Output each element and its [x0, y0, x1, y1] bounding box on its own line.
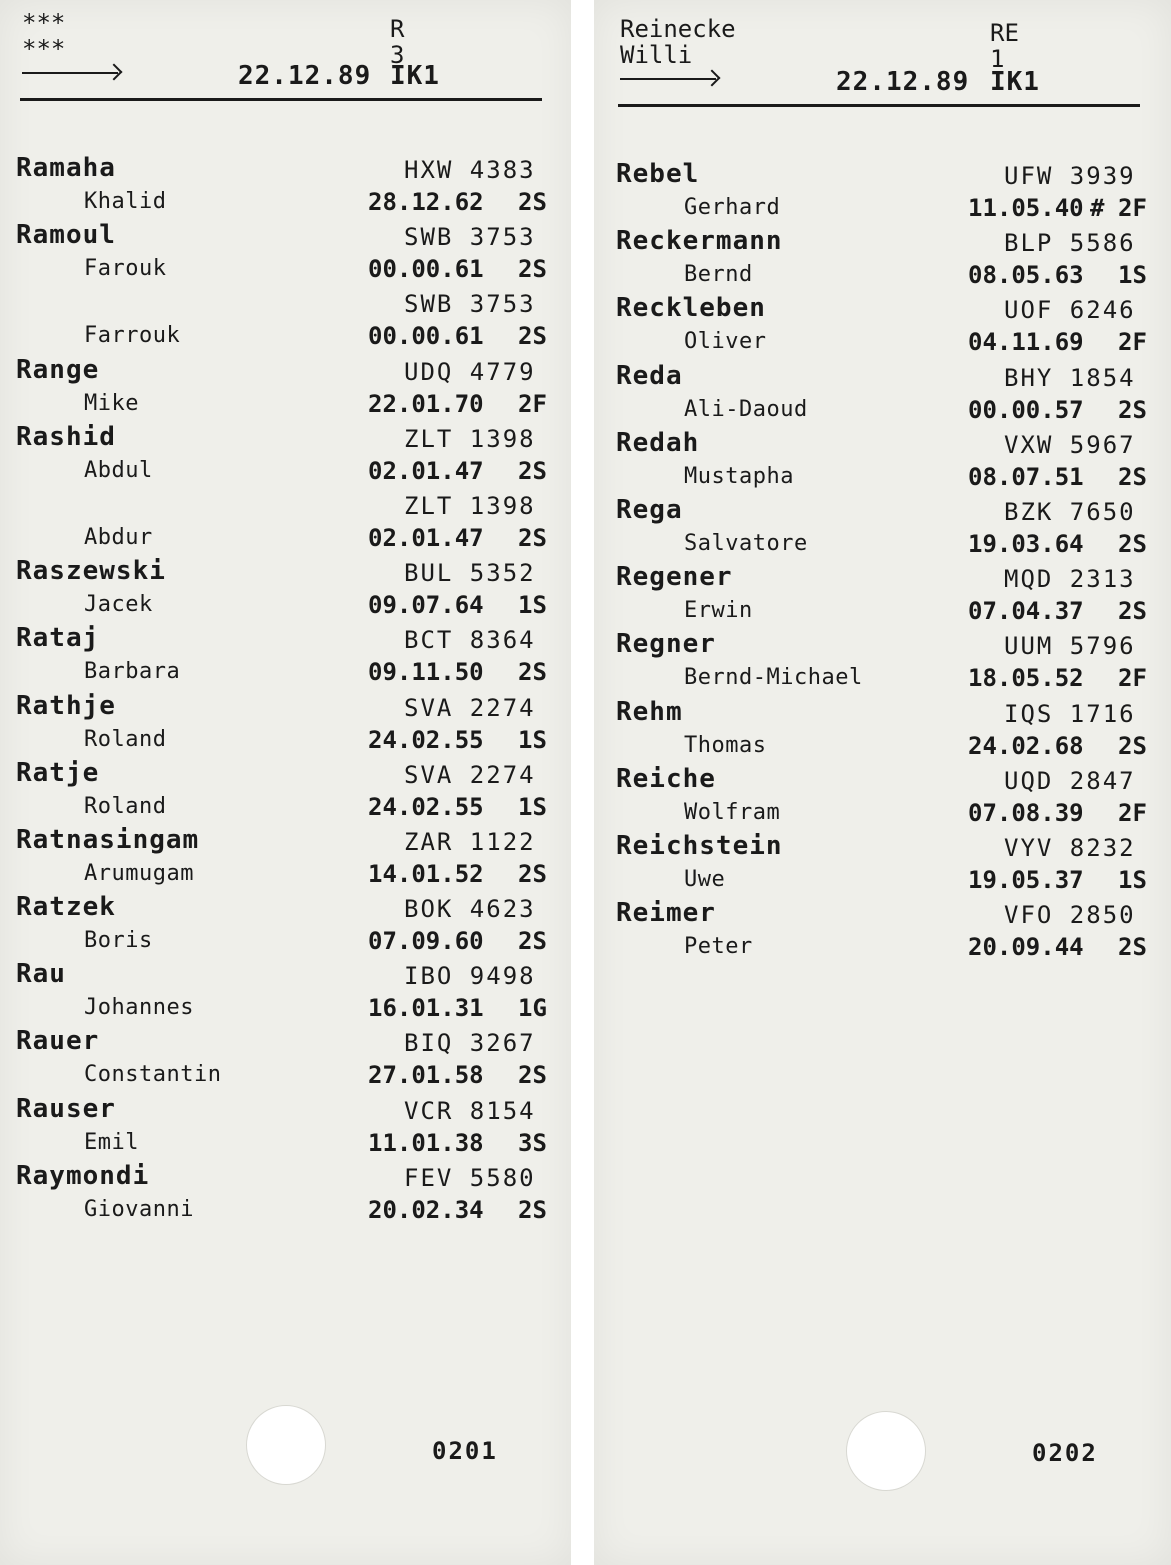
entry-firstname: Bernd	[684, 262, 753, 288]
entry-class: 2S	[518, 1061, 547, 1090]
entry-firstname: Barbara	[84, 659, 181, 685]
list-item	[16, 825, 556, 892]
entry-class: 2F	[518, 389, 547, 418]
entry-list	[616, 159, 1156, 965]
entry-code: VXW 5967	[1004, 430, 1136, 459]
entry-birthdate: 14.01.52	[368, 859, 484, 888]
entry-birthdate: 11.05.40	[968, 194, 1084, 222]
entry-code: SWB 3753	[404, 223, 536, 252]
entry-surname: Reichstein	[616, 830, 783, 861]
list-item	[16, 1026, 556, 1093]
entry-code: BUL 5352	[404, 559, 536, 588]
list-item	[616, 293, 1156, 360]
entry-code: VYV 8232	[1004, 833, 1136, 862]
entry-class: 1G	[518, 994, 547, 1023]
entry-firstname: Gerhard	[684, 195, 781, 220]
list-item	[616, 562, 1156, 629]
list-item	[16, 758, 556, 825]
entry-surname: Raymondi	[16, 1160, 150, 1191]
header-rule	[618, 104, 1140, 107]
entry-birthdate: 07.09.60	[368, 927, 484, 956]
entry-class: 2F	[1118, 328, 1147, 357]
list-item	[616, 159, 1156, 226]
entry-birthdate: 20.02.34	[368, 1195, 484, 1224]
entry-birthdate: 00.00.61	[368, 322, 484, 351]
entry-surname: Rega	[616, 494, 683, 525]
entry-firstname: Constantin	[84, 1062, 222, 1088]
entry-firstname: Salvatore	[684, 530, 808, 556]
list-item	[616, 428, 1156, 495]
entry-surname: Reda	[616, 360, 683, 391]
entry-code: UUM 5796	[1004, 632, 1136, 661]
entry-mark: #	[1090, 194, 1105, 222]
entry-surname: Rashid	[16, 421, 116, 452]
list-item	[16, 153, 556, 220]
header-line1-left: ***	[22, 9, 66, 37]
list-item	[16, 959, 556, 1026]
entry-surname: Raszewski	[16, 556, 166, 587]
entry-firstname: Mustapha	[684, 463, 794, 489]
entry-birthdate: 19.05.37	[968, 865, 1084, 894]
entry-surname: Reiche	[616, 763, 716, 794]
entry-class: 1S	[518, 792, 547, 821]
list-item	[616, 495, 1156, 562]
entry-birthdate: 11.01.38	[368, 1128, 484, 1157]
list-item	[16, 1161, 556, 1228]
arrow-icon	[22, 72, 118, 74]
entry-class: 2S	[1118, 933, 1147, 962]
entry-firstname: Bernd-Michael	[684, 665, 863, 691]
punch-hole	[246, 1405, 326, 1485]
entry-birthdate: 02.01.47	[368, 456, 484, 485]
entry-surname: Ramoul	[16, 220, 116, 251]
header-office: IK1	[390, 61, 440, 91]
entry-firstname: Roland	[84, 793, 167, 819]
list-item	[16, 220, 556, 287]
list-item	[16, 623, 556, 690]
entry-class: 2S	[518, 456, 547, 485]
entry-birthdate: 00.00.57	[968, 395, 1084, 424]
entry-firstname: Mike	[84, 390, 139, 416]
entry-code: HXW 4383	[404, 156, 536, 184]
entry-code: UQD 2847	[1004, 766, 1136, 795]
entry-code: BZK 7650	[1004, 497, 1136, 526]
entry-birthdate: 28.12.62	[368, 188, 484, 216]
entry-birthdate: 08.05.63	[968, 261, 1084, 290]
entry-class: 2S	[518, 927, 547, 956]
entry-surname: Rauer	[16, 1026, 100, 1057]
list-item	[16, 892, 556, 959]
entry-birthdate: 07.08.39	[968, 798, 1084, 827]
list-item	[616, 898, 1156, 965]
entry-birthdate: 08.07.51	[968, 462, 1084, 491]
entry-class: 2F	[1118, 194, 1147, 222]
entry-birthdate: 00.00.61	[368, 255, 484, 284]
entry-code: BLP 5586	[1004, 229, 1136, 258]
entry-surname: Rau	[16, 959, 66, 990]
header-rule	[20, 98, 542, 101]
entry-code: SWB 3753	[404, 290, 536, 319]
entry-birthdate: 02.01.47	[368, 523, 484, 552]
entry-birthdate: 20.09.44	[968, 933, 1084, 962]
list-item	[16, 489, 556, 556]
list-item	[616, 697, 1156, 764]
entry-surname: Rehm	[616, 696, 683, 727]
entry-firstname: Roland	[84, 726, 167, 752]
entry-class: 2S	[518, 188, 547, 216]
entry-code: IQS 1716	[1004, 699, 1136, 728]
header-date: 22.12.89	[238, 61, 372, 91]
entry-surname: Ratzek	[16, 892, 116, 923]
entry-firstname: Khalid	[84, 189, 167, 214]
entry-firstname: Johannes	[84, 995, 194, 1021]
entry-firstname: Thomas	[684, 732, 767, 758]
card-gap	[571, 0, 594, 1565]
entry-firstname: Abdul	[84, 457, 153, 483]
entry-firstname: Boris	[84, 928, 153, 954]
index-card-right	[594, 0, 1171, 1565]
entry-firstname: Ali-Daoud	[684, 396, 808, 422]
entry-code: SVA 2274	[404, 760, 536, 789]
entry-firstname: Arumugam	[84, 860, 194, 886]
entry-surname: Ramaha	[16, 153, 116, 183]
entry-class: 1S	[1118, 865, 1147, 894]
entry-class: 2S	[518, 658, 547, 687]
entry-birthdate: 24.02.55	[368, 725, 484, 754]
list-item	[616, 764, 1156, 831]
entry-birthdate: 09.11.50	[368, 658, 484, 687]
entry-firstname: Giovanni	[84, 1196, 194, 1222]
entry-class: 3S	[518, 1128, 547, 1157]
card-number: 0202	[1032, 1439, 1098, 1467]
entry-class: 2S	[518, 322, 547, 351]
entry-surname: Regner	[616, 629, 716, 660]
entry-surname: Reckleben	[616, 293, 766, 324]
list-item	[16, 556, 556, 623]
list-item	[16, 287, 556, 354]
entry-code: VFO 2850	[1004, 901, 1136, 930]
list-item	[616, 629, 1156, 696]
entry-firstname: Abdur	[84, 524, 153, 550]
list-item	[16, 1094, 556, 1161]
entry-surname: Regener	[616, 562, 733, 593]
header-office: IK1	[990, 67, 1040, 97]
entry-firstname: Oliver	[684, 329, 767, 355]
entry-birthdate: 24.02.68	[968, 731, 1084, 760]
entry-code: SVA 2274	[404, 693, 536, 722]
index-card-left	[0, 0, 571, 1565]
header-line1-left: Reinecke	[620, 15, 736, 43]
entry-class: 2S	[518, 523, 547, 552]
header-date: 22.12.89	[836, 67, 970, 97]
entry-code: BCT 8364	[404, 626, 536, 655]
list-item	[616, 226, 1156, 293]
list-item	[616, 361, 1156, 428]
entry-firstname: Emil	[84, 1129, 139, 1155]
entry-class: 2S	[1118, 462, 1147, 491]
entry-code: ZAR 1122	[404, 827, 536, 856]
entry-class: 2S	[1118, 395, 1147, 424]
entry-class: 2S	[1118, 731, 1147, 760]
entry-birthdate: 19.03.64	[968, 529, 1084, 558]
list-item	[16, 422, 556, 489]
entry-class: 1S	[1118, 261, 1147, 290]
entry-code: UDQ 4779	[404, 357, 536, 386]
header-code-line1: RE	[990, 19, 1019, 47]
header-line2-left: ***	[22, 35, 66, 63]
entry-surname: Ratnasingam	[16, 824, 200, 855]
entry-birthdate: 07.04.37	[968, 597, 1084, 626]
entry-birthdate: 09.07.64	[368, 591, 484, 620]
header-line2-left: Willi	[620, 41, 693, 69]
entry-code: UFW 3939	[1004, 162, 1136, 190]
entry-surname: Reimer	[616, 898, 716, 929]
entry-surname: Rauser	[16, 1093, 116, 1124]
entry-surname: Redah	[616, 427, 700, 458]
entry-code: UOF 6246	[1004, 296, 1136, 325]
entry-class: 2S	[518, 1195, 547, 1224]
entry-class: 1S	[518, 725, 547, 754]
list-item	[16, 355, 556, 422]
entry-birthdate: 22.01.70	[368, 389, 484, 418]
entry-code: VCR 8154	[404, 1096, 536, 1125]
entry-code: ZLT 1398	[404, 491, 536, 520]
entry-firstname: Peter	[684, 934, 753, 960]
entry-code: MQD 2313	[1004, 565, 1136, 594]
entry-class: 2S	[518, 859, 547, 888]
entry-code: BOK 4623	[404, 895, 536, 924]
arrow-icon	[620, 78, 716, 80]
entry-class: 2F	[1118, 664, 1147, 693]
entry-code: ZLT 1398	[404, 424, 536, 453]
entry-code: IBO 9498	[404, 962, 536, 991]
entry-firstname: Erwin	[684, 598, 753, 624]
entry-code: BIQ 3267	[404, 1029, 536, 1058]
entry-class: 2S	[1118, 597, 1147, 626]
entry-firstname: Jacek	[84, 592, 153, 618]
entry-firstname: Farouk	[84, 256, 167, 282]
entry-class: 2F	[1118, 798, 1147, 827]
header-code-line2: 1	[990, 45, 1005, 73]
entry-birthdate: 16.01.31	[368, 994, 484, 1023]
list-item	[16, 691, 556, 758]
header-code-line2: 3	[390, 41, 405, 69]
entry-firstname: Wolfram	[684, 799, 781, 825]
card-number: 0201	[432, 1437, 498, 1465]
entry-birthdate: 24.02.55	[368, 792, 484, 821]
entry-surname: Rataj	[16, 623, 100, 654]
entry-surname: Rathje	[16, 690, 116, 721]
entry-surname: Ratje	[16, 757, 100, 788]
entry-birthdate: 18.05.52	[968, 664, 1084, 693]
entry-surname: Range	[16, 354, 100, 385]
entry-firstname: Farrouk	[84, 323, 181, 349]
entry-surname: Reckermann	[616, 226, 783, 257]
header-code-line1: R	[390, 15, 405, 43]
entry-list	[16, 153, 556, 1228]
entry-firstname: Uwe	[684, 866, 726, 892]
entry-code: FEV 5580	[404, 1163, 536, 1192]
entry-class: 2S	[518, 255, 547, 284]
list-item	[616, 831, 1156, 898]
entry-birthdate: 27.01.58	[368, 1061, 484, 1090]
entry-surname: Rebel	[616, 159, 700, 189]
entry-class: 2S	[1118, 529, 1147, 558]
entry-birthdate: 04.11.69	[968, 328, 1084, 357]
entry-code: BHY 1854	[1004, 363, 1136, 392]
punch-hole	[846, 1411, 926, 1491]
entry-class: 1S	[518, 591, 547, 620]
